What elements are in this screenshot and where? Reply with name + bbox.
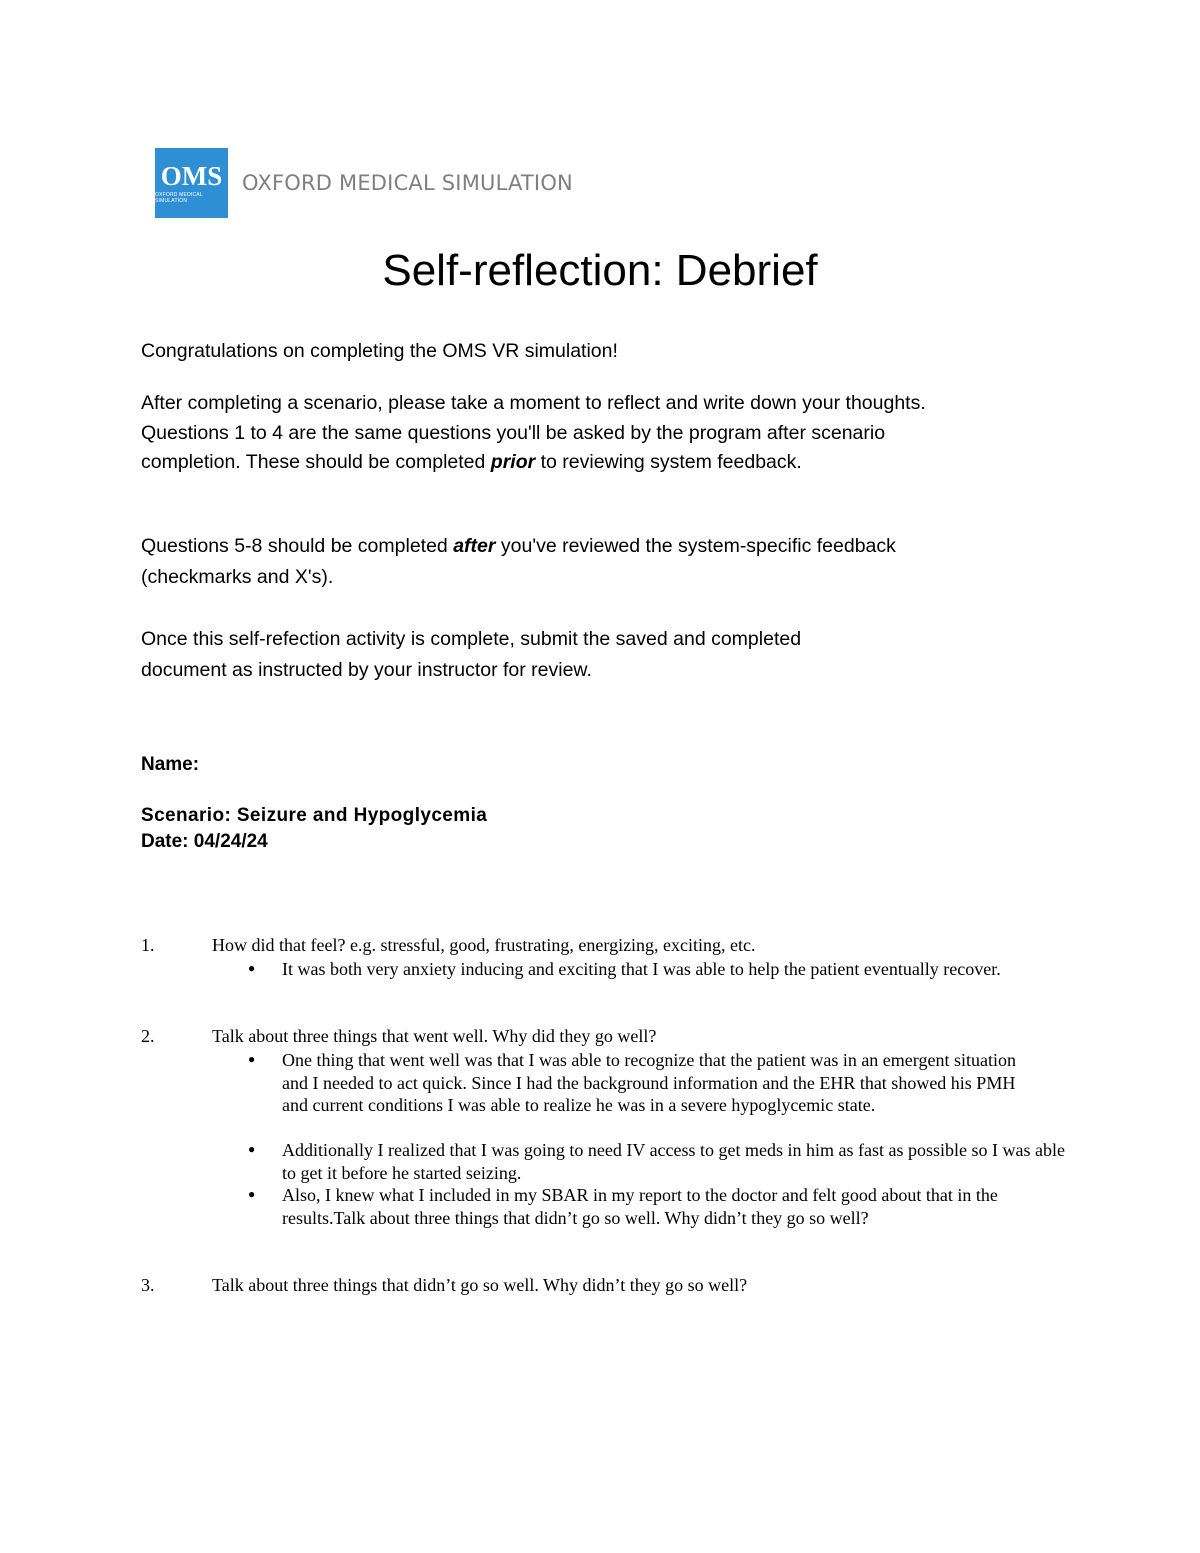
p2-text-b: to reviewing system feedback. <box>535 451 802 473</box>
intro-paragraph-4: Once this self-refection activity is complete, submit the saved and completed document as instructed by your instructor for review. <box>141 628 802 681</box>
date-line: Date: 04/24/24 <box>141 831 268 852</box>
scenario-line: Scenario: Seizure and Hypoglycemia <box>141 805 488 826</box>
question-number: 1. <box>141 935 155 955</box>
answer-bullet: It was both very anxiety inducing and exciting that I was able to help the patient eventually recover. <box>282 959 1001 979</box>
name-label: Name: <box>141 754 200 775</box>
bullet-icon: ● <box>248 1052 256 1066</box>
oms-logo <box>155 148 573 218</box>
question-number: 2. <box>141 1026 155 1046</box>
answer-bullet: Also, I knew what I included in my SBAR in my report to the doctor and felt good about that in the results.Talk about three things that didn’t go so well. Why didn’t they go so well? <box>282 1185 998 1228</box>
logo-abbr: OMS <box>160 160 223 191</box>
logo-tagline: OXFORD MEDICAL SIMULATION <box>155 191 203 204</box>
page-title: Self-reflection: Debrief <box>382 246 818 295</box>
p2-emphasis: prior <box>490 451 536 473</box>
p3-text-a: Questions 5-8 should be completed <box>141 535 454 557</box>
oms-logo-mark <box>155 148 228 218</box>
question-text: Talk about three things that didn’t go so well. Why didn’t they go so well? <box>212 1275 748 1295</box>
answer-bullet: One thing that went well was that I was able to recognize that the patient was in an emergent situation and I needed to act quick. Since I had the background information and the EHR that showed his PMH and current conditions I was able to realize he was in a severe hypoglycemic state. <box>282 1050 1016 1115</box>
intro-paragraph-2 <box>141 389 981 478</box>
intro-paragraph-3 <box>141 531 991 593</box>
bullet-icon: ● <box>248 1187 256 1201</box>
p3-emphasis: after <box>453 535 496 557</box>
logo-name: OXFORD MEDICAL SIMULATION <box>242 171 573 195</box>
question-text: How did that feel? e.g. stressful, good, frustrating, energizing, exciting, etc. <box>212 935 756 955</box>
question-number: 3. <box>141 1275 155 1295</box>
intro-congrats: Congratulations on completing the OMS VR simulation! <box>141 340 618 362</box>
p2-text-a: After completing a scenario, please take a moment to reflect and write down your thoughts. Questions 1 to 4 are the same questions you'll be asked by the program after scenario completion. These should be completed <box>141 392 926 473</box>
bullet-icon: ● <box>248 1142 256 1156</box>
answer-bullet: Additionally I realized that I was going to need IV access to get meds in him as fast as possible so I was able to get it before he started seizing. <box>282 1140 1065 1183</box>
bullet-icon: ● <box>248 961 256 975</box>
question-text: Talk about three things that went well. Why did they go well? <box>212 1026 657 1046</box>
p3-text-b: you've reviewed the system-specific feedback (checkmarks and X's). <box>141 535 896 588</box>
